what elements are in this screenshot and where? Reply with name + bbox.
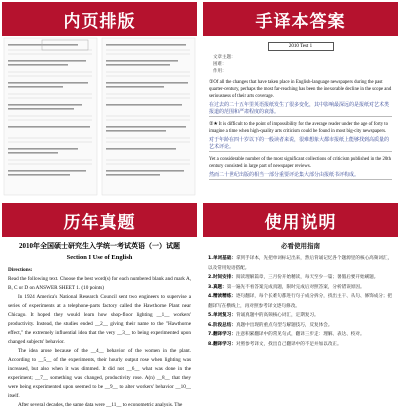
guide-item: 1.单词基础：拿到手译本，先把单词标记出来，然后背诵记忆各个题源里的核心高频词汇，以及常用短语搭配。	[208, 256, 393, 271]
test-box: 2010 Test 1	[268, 42, 334, 51]
answer-item: Yet a considerable number of the most significant collections of criticism published in the 20th century consisted in large part of newspaper reviews.	[209, 157, 392, 169]
score-line: 文章主题：	[213, 55, 236, 60]
passage-paragraph: After several decades, the same data were __11__ to econometric analysis. The	[18, 402, 183, 408]
exam-title: 2010年全国硕士研究生入学统一考试英语（一）试题	[19, 242, 180, 250]
exams-panel	[2, 203, 197, 408]
guide-title: 必看使用指南	[281, 242, 320, 250]
handwritten-translation: 然而二十世纪出版的相当一部分重要评论集大部分由报纸书评构成。	[209, 172, 392, 180]
guide-item: 5.单词复习：背诵真题中的高频核心词汇，定期复习。	[208, 313, 319, 318]
guide-item: 8.翻译学习：对照参考译文，找出自己翻译中的不足并加以改正。	[208, 341, 342, 347]
guide-item: 3.真题：第一遍先不看答案完成真题，限时完成后对照答案，分析错误原因。	[208, 284, 365, 290]
guide-panel	[203, 203, 398, 398]
guide-preview	[203, 237, 398, 398]
answers-preview	[203, 36, 398, 197]
layout-header: 内页排版	[2, 2, 197, 36]
guide-item: 6.阶段总结：真题中出现的重点句型与解题技巧，反复体会。	[208, 322, 333, 328]
answers-header: 手译本答案	[203, 2, 398, 36]
exam-section: Section I Use of English	[66, 254, 133, 261]
directions-text: Read the following text. Choose the best word(s) for each numbered blank and mark A, B, C or D on ANSWER SHEET 1. (10 points)	[8, 276, 191, 291]
directions-label: Directions:	[8, 267, 33, 273]
score-line: 作用：	[213, 69, 227, 74]
layout-panel	[2, 2, 197, 197]
guide-item: 7.翻译学习：注意积累翻译中的常见句式，翻译三步走：理解、表达、校对。	[208, 332, 365, 337]
page-spread-preview	[2, 36, 197, 197]
handwritten-translation: 对于年龄在四十岁以下的一般读者来说，很难想象大都市报纸上能够找到高质量的艺术评论。	[209, 137, 392, 152]
handwritten-translation: 在过去的二十五年里英语报纸发生了很多变化，其中影响最深远的是报纸对艺术类报道的范围和严肃程度的衰落。	[209, 102, 392, 117]
score-line: 困难：	[213, 62, 227, 67]
layout-preview	[2, 36, 197, 197]
answers-panel	[203, 2, 398, 197]
exams-header: 历年真题	[2, 203, 197, 237]
guide-header: 使用说明	[203, 203, 398, 237]
exams-preview	[2, 237, 197, 408]
guide-item: 2.时间安排：阅读理解篇章，三月份开始精读，每天至少一篇；暑假后要开始刷题。	[208, 275, 379, 280]
passage-paragraph: In 1924 America's National Research Council sent two engineers to supervise a series of experiments at a telephone-parts factory called the Hawthorne Plant near Chicago. It hoped they would learn how shop-floor lighting __1__ workers' productivity. Instead, the studies ended __2__ giving their name to the "Hawthorne effect," the extremely influential idea that the very __3__ to being experimented upon changed subjects' behavior.	[8, 294, 191, 345]
passage-paragraph: The idea arose because of the __4__ behavior of the women in the plant. According to __5__ of the experiments, their hourly output rose when lighting was increased, but also when it was dimmed. It did not __6__ what was done in the experiment; __7__ something was changed, productivity rose. A(n) __8__ that they were being experimented upon seemed to be __9__ to alter workers' behavior __10__ itself.	[8, 348, 191, 399]
answer-item: ②★ It is difficult to the point of impossibility for the average reader under the age of forty to imagine a time when high-quality arts criticism could be found in most big-city newspapers.	[209, 122, 389, 134]
guide-item: 4.精读精练：逐句翻译，每个长难句都进行句子成分拆分，找出主干、从句、修饰成分；把翻译写在横线上，再对照参考译文逐句修改。	[208, 294, 393, 309]
answer-item: ①Of all the changes that have taken place in English-language newspapers during the past quarter-century, perhaps the most far-reaching has been the inexorable decline in the scope and seriousness of their arts coverage.	[209, 80, 392, 99]
